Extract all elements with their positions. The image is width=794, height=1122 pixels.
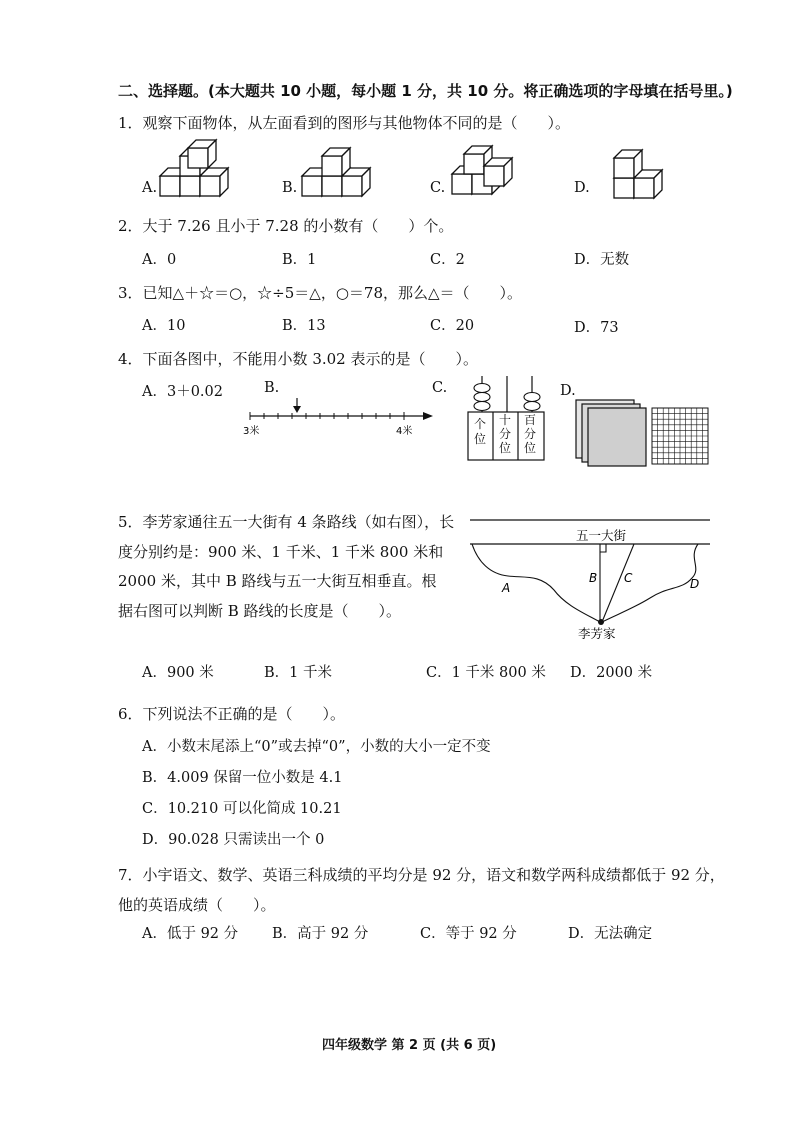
q2-option-b: B．1 [282, 252, 317, 268]
q3-option-a: A．10 [142, 318, 186, 334]
abacus-col-2-char-1: 十 [499, 413, 512, 427]
q3-option-d: D．73 [574, 320, 619, 336]
q6-option-a: A．小数末尾添上“0”或去掉“0”，小数的大小一定不变 [142, 739, 491, 755]
q7-option-d: D．无法确定 [568, 926, 653, 942]
q5-stem-line-1: 5．李芳家通往五一大街有 4 条路线（如右图），长 [118, 513, 455, 531]
q1-option-d: D. [574, 180, 590, 196]
route-label-a: A [502, 581, 511, 595]
q6-option-d: D．90.028 只需读出一个 0 [142, 832, 325, 848]
abacus-col-3-char-3: 位 [524, 441, 537, 455]
route-label-d: D [690, 577, 700, 591]
q5-option-c: C．1 千米 800 米 [426, 665, 546, 681]
route-label-c: C [624, 571, 633, 585]
page-footer: 四年级数学 第 2 页 (共 6 页) [322, 1038, 497, 1053]
q5-stem-line-4: 据右图可以判断 B 路线的长度是（ ）。 [118, 601, 402, 620]
abacus-col-3-char-1: 百 [524, 413, 537, 427]
q5-stem-line-3: 2000 米，其中 B 路线与五一大街互相垂直。根 [118, 572, 437, 590]
q1-cube-figures [0, 0, 794, 240]
q2-option-c: C．2 [430, 252, 465, 268]
abacus-col-1-char-1: 个 [474, 417, 487, 431]
cube-figure-d [614, 150, 662, 198]
question-2-stem: 2．大于 7.26 且小于 7.28 的小数有（ ）个。 [118, 217, 454, 235]
question-4-stem: 4．下面各图中，不能用小数 3.02 表示的是（ ）。 [118, 350, 478, 368]
question-1-stem: 1．观察下面物体，从左面看到的图形与其他物体不同的是（ ）。 [118, 114, 571, 132]
cube-figure-b [302, 148, 370, 196]
q7-option-c: C．等于 92 分 [420, 926, 517, 942]
q1-option-c: C. [430, 180, 446, 196]
q1-option-b: B. [282, 180, 298, 196]
abacus-col-3-char-2: 分 [524, 427, 537, 441]
route-label-b: B [589, 571, 598, 585]
q7-option-a: A．低于 92 分 [142, 926, 239, 942]
q6-option-b: B．4.009 保留一位小数是 4.1 [142, 770, 343, 786]
q5-option-a: A．900 米 [142, 665, 214, 681]
q5-option-d: D．2000 米 [570, 665, 653, 681]
home-label: 李芳家 [578, 626, 616, 641]
q1-option-a: A. [142, 180, 158, 196]
q4-abacus [462, 372, 552, 464]
section-title: 二、选择题。(本大题共 10 小题，每小题 1 分，共 10 分。将正确选项的字母填在括号里。) [118, 82, 733, 100]
q3-option-c: C．20 [430, 318, 475, 334]
q5-route-map [462, 510, 712, 642]
q4-option-a: A．3＋0.02 [142, 384, 223, 400]
q2-option-a: A．0 [142, 252, 177, 268]
q4-ruler-left-label: 3米 [243, 426, 260, 437]
q2-option-d: D．无数 [574, 252, 630, 268]
question-3-stem: 3．已知△＋☆＝○，☆÷5＝△，○＝78，那么△＝（ ）。 [118, 284, 523, 302]
q7-option-b: B．高于 92 分 [272, 926, 369, 942]
q4-option-d: D. [560, 383, 576, 399]
question-7-stem [118, 860, 725, 920]
q5-stem-line-2: 度分别约是：900 米、1 千米、1 千米 800 米和 [118, 542, 444, 561]
street-label: 五一大街 [576, 528, 627, 543]
q6-option-c: C．10.210 可以化简成 10.21 [142, 801, 342, 817]
q4-option-b: B. [264, 380, 280, 396]
cube-figure-c [452, 146, 512, 194]
cube-figure-a [160, 140, 228, 196]
q5-option-b: B．1 千米 [264, 665, 332, 681]
q7-stem-line-1: 7．小宇语文、数学、英语三科成绩的平均分是 92 分，语文和数学两科成绩都低于 92 分， [118, 866, 725, 884]
abacus-col-1-char-2: 位 [474, 432, 487, 446]
q4-decimal-squares [572, 396, 712, 468]
q4-ruler-right-label: 4米 [396, 426, 413, 437]
abacus-col-2-char-2: 分 [499, 427, 512, 441]
question-6-stem: 6．下列说法不正确的是（ ）。 [118, 705, 346, 723]
hundred-grid [652, 408, 708, 464]
q3-option-b: B．13 [282, 318, 326, 334]
q4-option-c: C. [432, 380, 448, 396]
q4-number-line [240, 392, 440, 442]
q7-stem-line-2: 他的英语成绩（ ）。 [118, 896, 276, 914]
abacus-col-2-char-3: 位 [499, 441, 512, 455]
question-5-stem [118, 508, 454, 626]
